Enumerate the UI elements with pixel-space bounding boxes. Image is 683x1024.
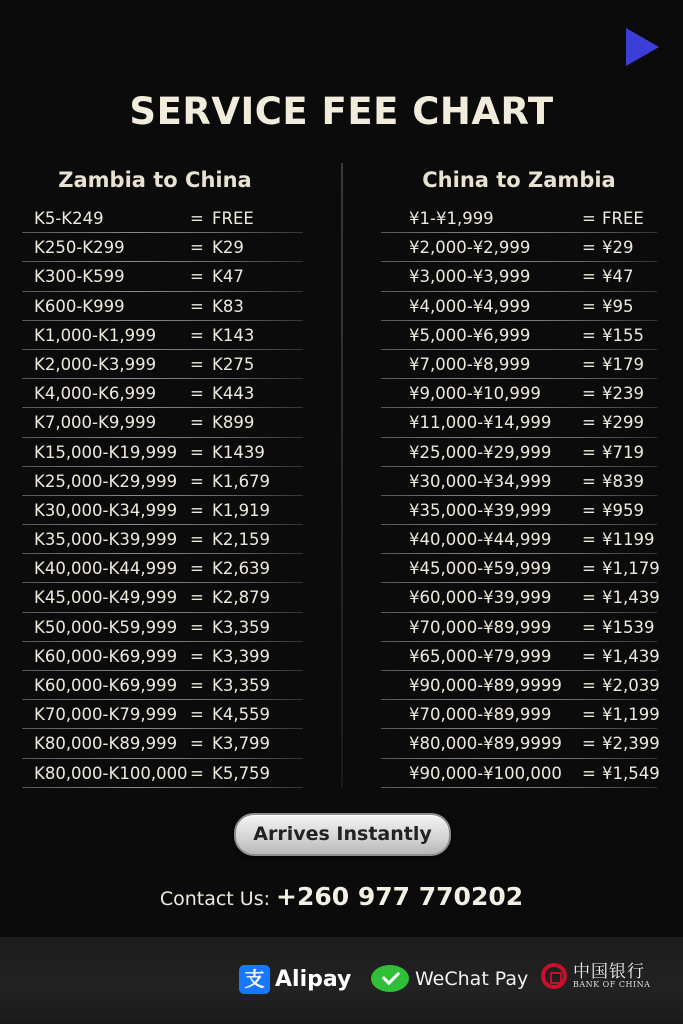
table-row <box>22 700 303 729</box>
equals-sign: = <box>190 646 204 666</box>
fee-value: ¥155 <box>602 325 644 345</box>
fee-value: FREE <box>212 209 254 228</box>
fee-range: ¥5,000-¥6,999 <box>409 325 531 345</box>
fee-range: K15,000-K19,999 <box>34 442 178 462</box>
table-row <box>381 613 657 642</box>
fee-value: K4,559 <box>212 705 271 725</box>
table-row <box>381 671 660 700</box>
fee-value: K3,399 <box>212 646 271 666</box>
equals-sign: = <box>582 763 596 783</box>
table-row <box>381 438 657 467</box>
fee-range: K1,000-K1,999 <box>34 325 157 345</box>
fee-range: K250-K299 <box>34 238 125 258</box>
equals-sign: = <box>190 325 204 345</box>
fee-range: ¥9,000-¥10,999 <box>409 384 541 404</box>
wechat-pay-label: WeChat Pay <box>415 967 529 990</box>
contact-phone[interactable]: +260 977 770202 <box>276 882 524 911</box>
equals-sign: = <box>190 267 204 287</box>
table-row <box>381 262 657 291</box>
equals-sign: = <box>190 296 204 316</box>
page-title: SERVICE FEE CHART <box>129 90 554 133</box>
fee-range: ¥65,000-¥79,999 <box>409 646 552 666</box>
fee-range: ¥11,000-¥14,999 <box>409 413 552 433</box>
fee-range: ¥70,000-¥89,999 <box>409 705 552 725</box>
fee-range: K35,000-K39,999 <box>34 530 178 550</box>
fee-range: ¥25,000-¥29,999 <box>409 442 552 462</box>
fee-value: ¥239 <box>602 384 644 404</box>
fee-value: K3,799 <box>212 734 271 754</box>
bank-of-china-logo <box>541 963 650 989</box>
table-row <box>381 554 660 583</box>
fee-range: K5-K249 <box>34 209 104 228</box>
fee-range: ¥90,000-¥100,000 <box>409 763 562 783</box>
fee-range: ¥30,000-¥34,999 <box>409 471 552 491</box>
table-row <box>381 496 657 525</box>
equals-sign: = <box>582 588 596 608</box>
zambia-to-china-table <box>22 204 303 788</box>
fee-value: ¥719 <box>602 442 644 462</box>
table-row <box>381 379 657 408</box>
equals-sign: = <box>190 354 204 374</box>
equals-sign: = <box>582 384 596 404</box>
fee-range: ¥3,000-¥3,999 <box>409 267 531 287</box>
table-row <box>22 642 303 671</box>
equals-sign: = <box>190 617 204 637</box>
fee-value: ¥839 <box>602 471 644 491</box>
fee-range: K50,000-K59,999 <box>34 617 178 637</box>
fee-value: ¥1,439 <box>602 588 660 608</box>
equals-sign: = <box>190 763 204 783</box>
fee-value: ¥1,439 <box>602 646 660 666</box>
equals-sign: = <box>190 238 204 258</box>
table-row <box>381 408 657 437</box>
equals-sign: = <box>190 676 204 695</box>
equals-sign: = <box>582 676 596 695</box>
bank-of-china-label-en: BANK OF CHINA <box>573 979 651 989</box>
fee-range: K60,000-K69,999 <box>34 676 178 695</box>
table-row <box>22 408 303 437</box>
fee-range: K600-K999 <box>34 296 125 316</box>
equals-sign: = <box>190 413 204 433</box>
equals-sign: = <box>582 646 596 666</box>
play-icon[interactable] <box>626 28 659 66</box>
fee-range: K4,000-K6,999 <box>34 384 157 404</box>
fee-value: ¥1,199 <box>602 705 660 725</box>
table-row <box>381 350 657 379</box>
fee-range: K80,000-K100,000 <box>34 763 188 783</box>
equals-sign: = <box>582 325 596 345</box>
fee-range: K45,000-K49,999 <box>34 588 178 608</box>
fee-range: ¥40,000-¥44,999 <box>409 530 552 550</box>
table-row <box>22 525 303 554</box>
fee-value: K2,639 <box>212 559 271 579</box>
table-row <box>22 759 303 788</box>
equals-sign: = <box>582 238 596 258</box>
equals-sign: = <box>190 734 204 754</box>
fee-range: ¥2,000-¥2,999 <box>409 238 531 258</box>
equals-sign: = <box>190 471 204 491</box>
alipay-label: Alipay <box>275 967 352 992</box>
fee-range: ¥80,000-¥89,9999 <box>409 734 562 754</box>
table-row <box>22 613 303 642</box>
table-row <box>381 467 657 496</box>
equals-sign: = <box>190 442 204 462</box>
column-divider <box>341 163 343 788</box>
fee-value: ¥179 <box>602 354 644 374</box>
equals-sign: = <box>582 267 596 287</box>
alipay-logo <box>239 965 351 994</box>
equals-sign: = <box>190 559 204 579</box>
equals-sign: = <box>190 588 204 608</box>
fee-value: ¥1539 <box>602 617 655 637</box>
equals-sign: = <box>190 384 204 404</box>
table-row <box>22 729 303 758</box>
fee-range: K25,000-K29,999 <box>34 471 178 491</box>
fee-value: K2,159 <box>212 530 271 550</box>
table-row <box>381 321 657 350</box>
fee-value: K275 <box>212 354 255 374</box>
equals-sign: = <box>582 354 596 374</box>
fee-value: ¥1,179 <box>602 559 660 579</box>
fee-range: K2,000-K3,999 <box>34 354 157 374</box>
zambia-to-china-heading: Zambia to China <box>58 168 252 192</box>
table-row <box>22 233 303 262</box>
fee-range: K60,000-K69,999 <box>34 646 178 666</box>
equals-sign: = <box>582 442 596 462</box>
equals-sign: = <box>582 559 596 579</box>
equals-sign: = <box>190 530 204 550</box>
table-row <box>381 233 657 262</box>
equals-sign: = <box>582 413 596 433</box>
table-row <box>22 379 303 408</box>
fee-value: K1,919 <box>212 500 271 520</box>
fee-value: K2,879 <box>212 588 271 608</box>
fee-value: K143 <box>212 325 255 345</box>
fee-range: ¥35,000-¥39,999 <box>409 500 552 520</box>
fee-range: ¥4,000-¥4,999 <box>409 296 531 316</box>
equals-sign: = <box>190 705 204 725</box>
table-row <box>22 467 303 496</box>
china-to-zambia-heading: China to Zambia <box>422 168 616 192</box>
fee-value: ¥1,549 <box>602 763 660 783</box>
fee-value: K29 <box>212 238 244 258</box>
arrives-instantly-button[interactable]: Arrives Instantly <box>234 813 451 856</box>
table-row <box>22 292 303 321</box>
table-row <box>22 554 303 583</box>
fee-value: K47 <box>212 267 244 287</box>
table-row <box>381 700 660 729</box>
equals-sign: = <box>582 500 596 520</box>
fee-value: K83 <box>212 296 244 316</box>
fee-value: ¥29 <box>602 238 634 258</box>
table-row <box>22 496 303 525</box>
table-row <box>22 438 303 467</box>
equals-sign: = <box>582 705 596 725</box>
fee-value: ¥47 <box>602 267 634 287</box>
table-row <box>381 525 657 554</box>
equals-sign: = <box>582 530 596 550</box>
fee-value: K3,359 <box>212 617 271 637</box>
fee-range: ¥90,000-¥89,9999 <box>409 676 562 695</box>
bank-of-china-icon <box>541 963 567 989</box>
alipay-icon: 支 <box>239 965 270 994</box>
fee-value: ¥2,399 <box>602 734 660 754</box>
fee-value: ¥959 <box>602 500 644 520</box>
equals-sign: = <box>582 209 596 228</box>
fee-value: ¥2,039 <box>602 676 660 695</box>
fee-range: K30,000-K34,999 <box>34 500 178 520</box>
fee-range: ¥1-¥1,999 <box>409 209 494 228</box>
fee-range: K80,000-K89,999 <box>34 734 178 754</box>
fee-range: K300-K599 <box>34 267 125 287</box>
fee-range: K70,000-K79,999 <box>34 705 178 725</box>
contact-label: Contact Us: <box>159 888 270 910</box>
table-row <box>381 729 660 758</box>
table-row <box>22 204 303 233</box>
contact-line <box>0 882 683 911</box>
fee-value: ¥1199 <box>602 530 655 550</box>
table-row <box>22 321 303 350</box>
equals-sign: = <box>582 617 596 637</box>
table-row <box>22 350 303 379</box>
fee-value: K443 <box>212 384 255 404</box>
equals-sign: = <box>190 209 204 228</box>
fee-value: ¥299 <box>602 413 644 433</box>
fee-range: ¥70,000-¥89,999 <box>409 617 552 637</box>
equals-sign: = <box>582 734 596 754</box>
table-row <box>381 583 660 612</box>
fee-value: K1,679 <box>212 471 271 491</box>
table-row <box>22 583 303 612</box>
fee-value: K899 <box>212 413 255 433</box>
fee-range: K40,000-K44,999 <box>34 559 178 579</box>
table-row <box>22 671 303 700</box>
fee-value: K5,759 <box>212 763 271 783</box>
fee-range: ¥60,000-¥39,999 <box>409 588 552 608</box>
table-row <box>381 759 660 788</box>
fee-range: ¥7,000-¥8,999 <box>409 354 531 374</box>
fee-range: ¥45,000-¥59,999 <box>409 559 552 579</box>
fee-value: ¥95 <box>602 296 634 316</box>
bank-of-china-label-cn: 中国银行 <box>573 961 645 982</box>
fee-range: K7,000-K9,999 <box>34 413 157 433</box>
china-to-zambia-table <box>381 204 660 788</box>
fee-value: K1439 <box>212 442 265 462</box>
equals-sign: = <box>582 296 596 316</box>
table-row <box>22 262 303 291</box>
table-row <box>381 204 657 233</box>
equals-sign: = <box>582 471 596 491</box>
wechat-pay-icon <box>371 965 409 992</box>
table-row <box>381 642 660 671</box>
equals-sign: = <box>190 500 204 520</box>
fee-value: K3,359 <box>212 676 271 695</box>
wechat-pay-logo <box>371 965 528 992</box>
table-row <box>381 292 657 321</box>
fee-value: FREE <box>602 209 644 228</box>
